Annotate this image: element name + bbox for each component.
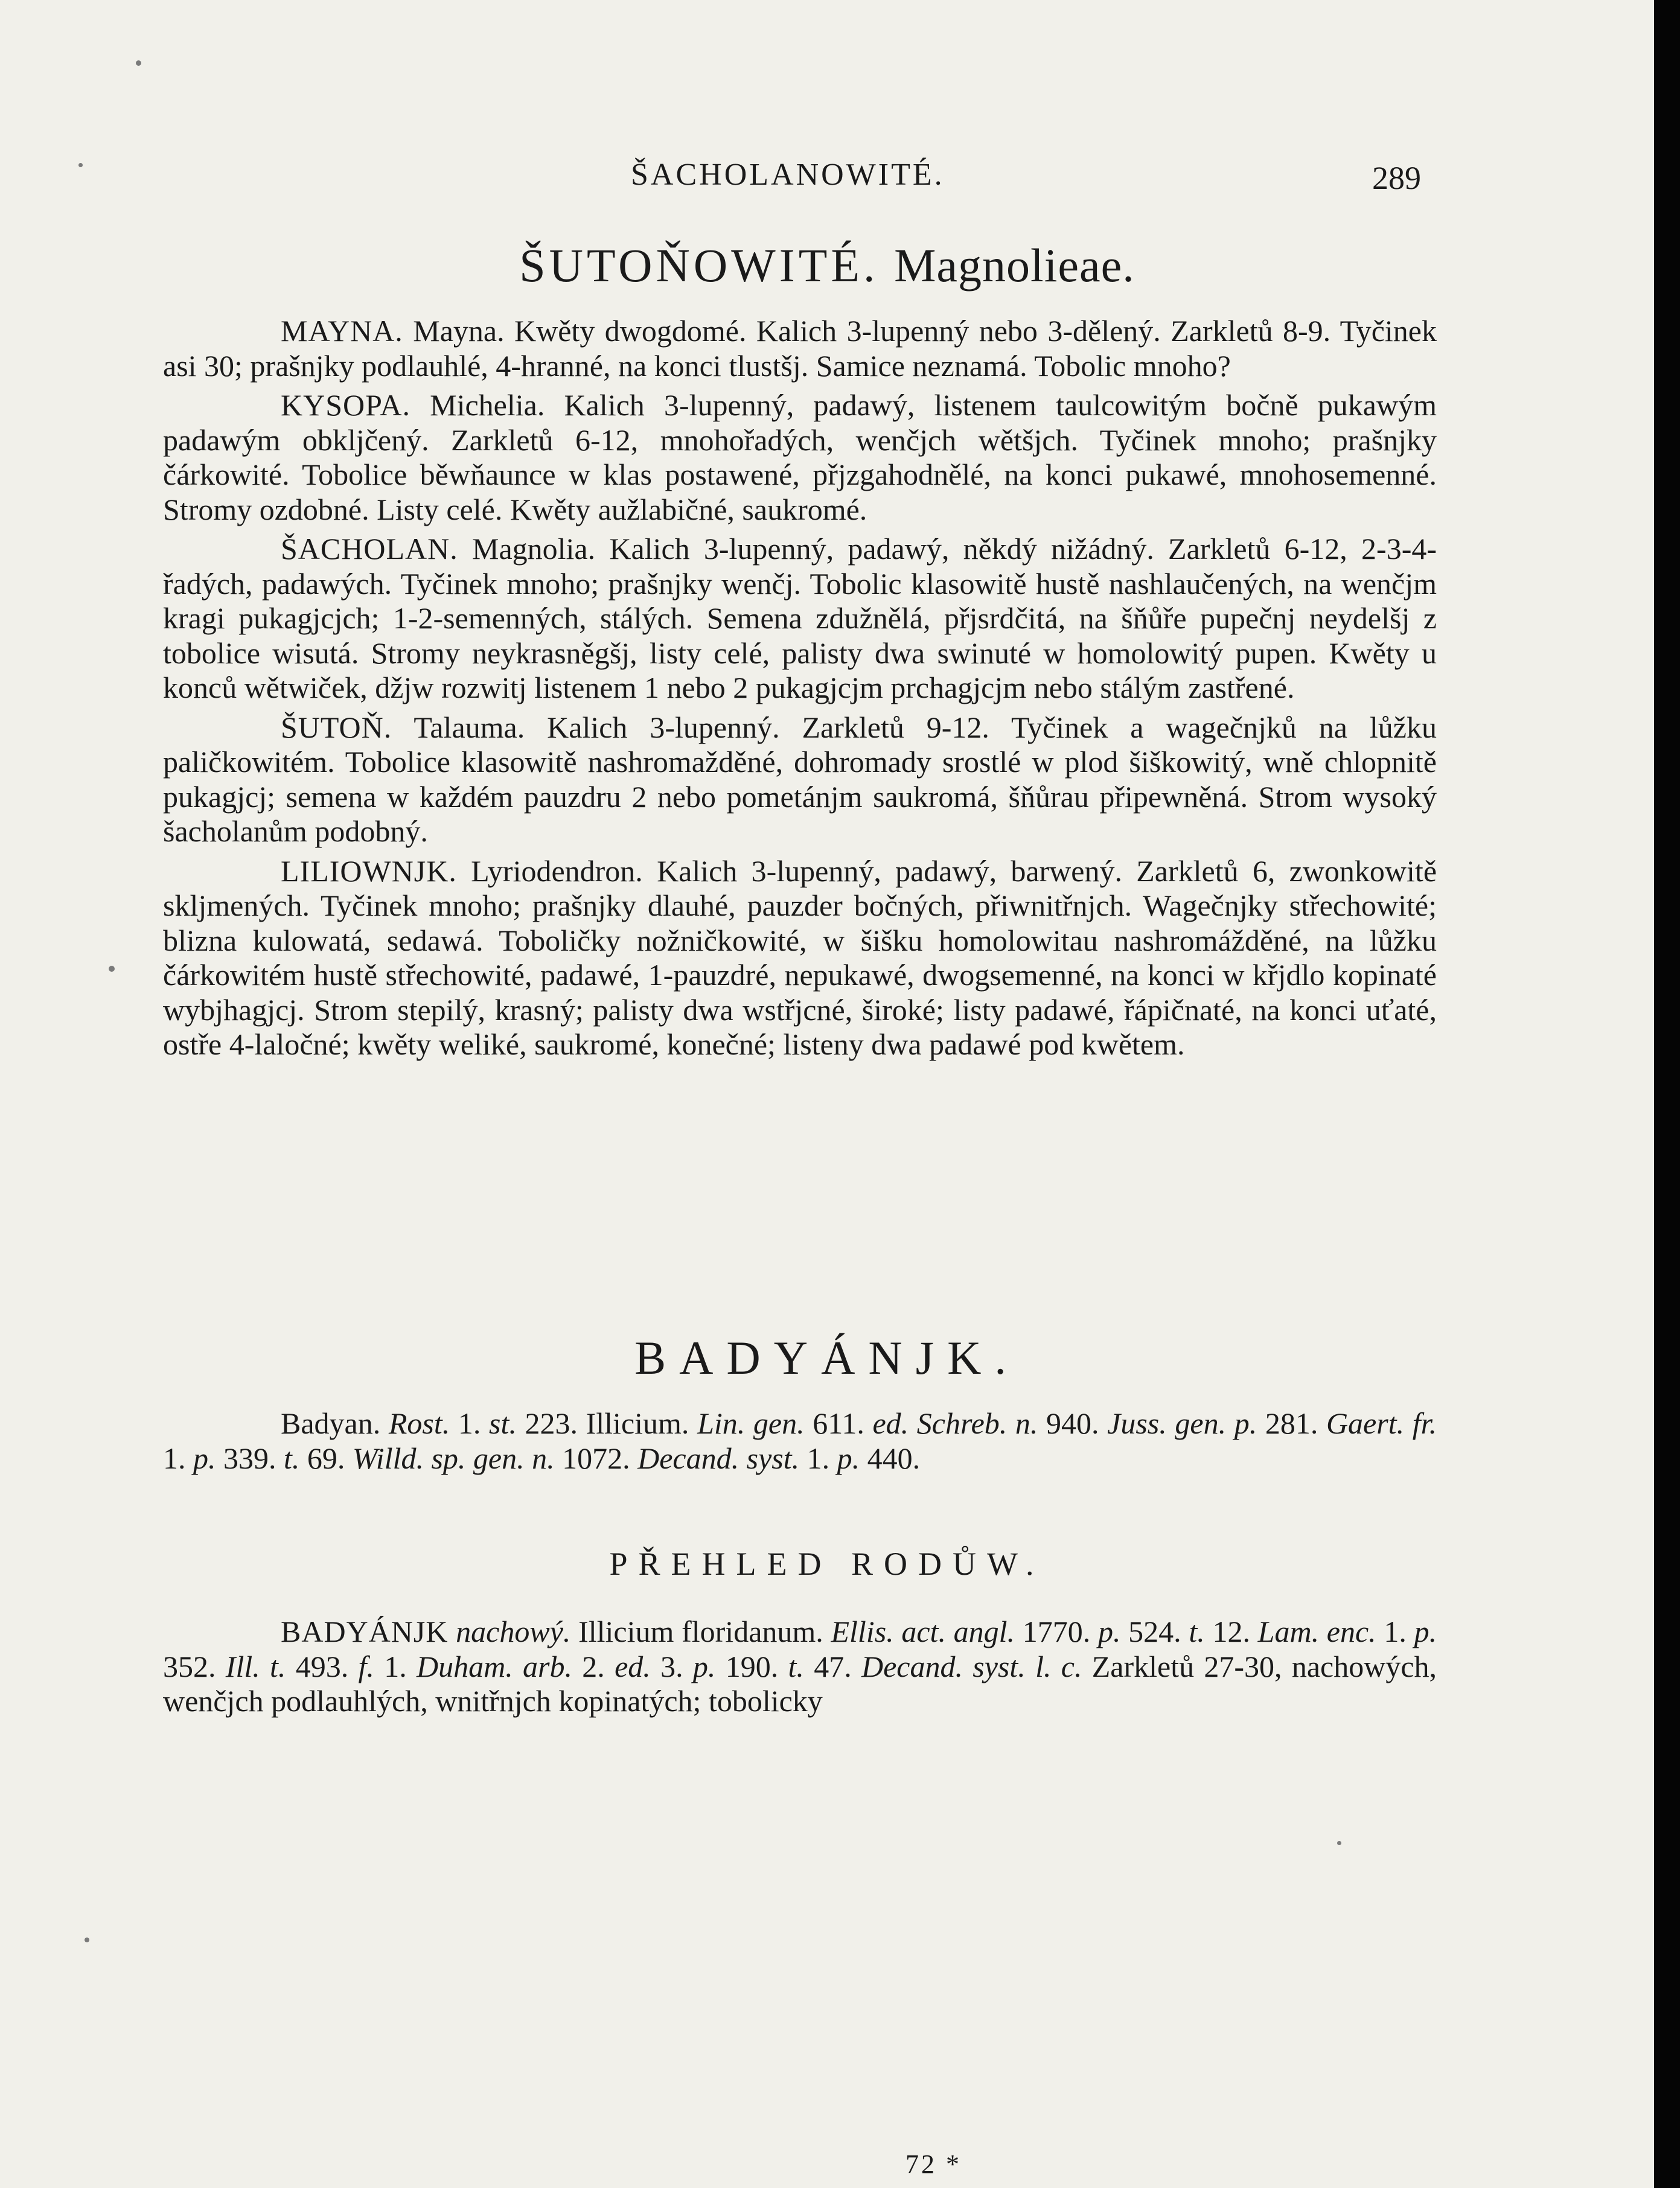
citation-fragment: p. — [1097, 1615, 1121, 1648]
citation-fragment: Ill. t. — [225, 1649, 286, 1683]
genus-name: MAYNA. — [281, 314, 403, 348]
citation-fragment: 1072. — [562, 1441, 630, 1475]
section-heading-sutonowite — [0, 238, 1654, 293]
citation-fragment: st. — [489, 1406, 517, 1440]
genus-name: KYSOPA. — [281, 388, 410, 422]
citation-fragment: Ellis. act. angl. — [831, 1615, 1015, 1648]
citation-fragment: 1. — [384, 1649, 407, 1683]
scan-speck — [1337, 1841, 1341, 1845]
citation-fragment: p. — [692, 1649, 716, 1683]
citation-fragment: 1770. — [1022, 1615, 1091, 1648]
citation-fragment: Willd. sp. gen. n. — [352, 1441, 555, 1475]
citation-fragment: t. — [788, 1649, 804, 1683]
scan-speck — [109, 966, 115, 972]
citation-fragment: nachowý. — [456, 1615, 571, 1648]
scan-border — [1654, 0, 1680, 2188]
citation-fragment: 339. — [223, 1441, 276, 1475]
citation-fragment: 524. — [1128, 1615, 1181, 1648]
scan-speck — [78, 163, 83, 167]
citation-fragment: 1. — [163, 1441, 186, 1475]
citation-fragment: 1. — [1384, 1615, 1407, 1648]
genus-entry — [163, 532, 1437, 706]
citation-fragment: 940. — [1046, 1406, 1099, 1440]
overview-entry — [163, 1615, 1437, 1719]
citation-fragment: 69. — [307, 1441, 345, 1475]
citation-fragment: Zarkletů 27-30, nachowých, wenčjch podlauhlých, wnitřnjch kopinatých; tobolicky — [163, 1649, 1437, 1718]
citation-fragment: 611. — [813, 1406, 864, 1440]
citation-fragment: 223. — [525, 1406, 578, 1440]
citation-fragment: t. — [284, 1441, 300, 1475]
citation-fragment: Decand. syst. — [637, 1441, 800, 1475]
citation-fragment: ed. — [615, 1649, 651, 1683]
citation-fragment: 190. — [725, 1649, 779, 1683]
genus-text: Talauma. Kalich 3-lupenný. Zarkletů 9-12. Tyčinek a wagečnjků na lůžku paličkowitém. Tobolice klasowitě nashromažděné, dohromady srostlé w plod šiškowitý, wně chlopnitě pukagjcj; semena w každém pauzdru 2 nebo pometánjm saukromá, šňůrau připewněná. Strom wysoký šacholanům podobný. — [163, 710, 1437, 848]
genera-overview-heading: PŘEHLED RODŮW. — [609, 1546, 1045, 1582]
citation-fragment: f. — [358, 1649, 374, 1683]
citation-fragment: p. — [193, 1441, 216, 1475]
genus-descriptions — [163, 314, 1437, 1062]
citation-fragment: 12. — [1212, 1615, 1250, 1648]
section-heading-badyanjk: BADYÁNJK. — [634, 1332, 1020, 1384]
citation-fragment: 1. — [458, 1406, 481, 1440]
scan-speck — [85, 1938, 89, 1942]
genus-name: ŠUTOŇ. — [281, 710, 392, 744]
genus-text: Michelia. Kalich 3-lupenný, padawý, listenem taulcowitým bočně pukawým padawým obkljčený. Zarkletů 6-12, mnohořadých, wenčjch wětšjch. Tyčinek mnoho; prašnjky čárkowité. Tobolice běwňaunce w klas postawené, přjzgahodnělé, na konci pukawé, mnohosemenné. Stromy ozdobné. Listy celé. Kwěty aužlabičné, saukromé. — [163, 388, 1437, 526]
running-head — [0, 151, 1654, 199]
citation-fragment: 3. — [660, 1649, 683, 1683]
running-title: ŠACHOLANOWITÉ. — [631, 158, 945, 192]
signature-mark: 72 * — [905, 2149, 962, 2179]
genus-text: Mayna. Kwěty dwogdomé. Kalich 3-lupenný nebo 3-dělený. Zarkletů 8-9. Tyčinek asi 30; prašnjky podlauhlé, 4-hranné, na konci tlustšj. Samice neznamá. Tobolic mnoho? — [163, 314, 1437, 383]
citation-fragment: Lin. gen. — [697, 1406, 805, 1440]
citation-fragment: 352. — [163, 1649, 216, 1683]
synonymy-block — [163, 1406, 1437, 1476]
genus-name: LILIOWNJK. — [281, 853, 457, 888]
citation-fragment: 493. — [295, 1649, 349, 1683]
synonymy-text — [163, 1406, 1437, 1476]
citation-fragment: Gaert. fr. — [1326, 1406, 1437, 1440]
genus-entry — [163, 854, 1437, 1062]
genus-text: Magnolia. Kalich 3-lupenný, padawý, někdý nižádný. Zarkletů 6-12, 2-3-4-řadých, padawých. Tyčinek mnoho; prašnjky wenčj. Tobolic klasowitě hustě nashlaučených, na wenčjm kragi pukagjcjch; 1-2-semenných, stálých. Semena zdužnělá, přjsrdčitá, na šňůře pupečnj neydelšj z tobolice wisutá. Stromy neykrasněgšj, listy celé, palisty dwa swinuté w homolowitý pupen. Kwěty u konců wětwiček, džjw rozwitj listenem 1 nebo 2 pukagjcjm prchagjcjm nebo stálým zastřené. — [163, 532, 1437, 704]
citation-fragment: 1. — [806, 1441, 830, 1475]
citation-fragment: Illicium floridanum. — [578, 1615, 823, 1648]
citation-fragment: Lam. enc. — [1257, 1615, 1376, 1648]
page-number: 289 — [1372, 160, 1421, 196]
citation-fragment: p. — [1414, 1615, 1437, 1648]
genus-text: Lyriodendron. Kalich 3-lupenný, padawý, barwený. Zarkletů 6, zwonkowitě skljmených. Tyčinek mnoho; prašnjky dlauhé, pauzder bočných, přiwnitřnjch. Wagečnjky střechowité; blizna kulowatá, sedawá. Toboličky nožničkowité, w šišku homolowitau nashromážděné, na lůžku čárkowitém hustě střechowité, padawé, 1-pauzdré, nepukawé, dwogsemenné, na konci w křjdlo kopinaté wybjhagjcj. Strom stepilý, krasný; palisty dwa wstřjcné, široké; listy padawé, řápičnaté, na konci uťaté, ostře 4-laločné; kwěty weliké, saukromé, konečné; listeny dwa padawé pod kwětem. — [163, 853, 1437, 1061]
citation-fragment: Badyan. — [281, 1406, 381, 1440]
section-heading-text: ŠUTOŇOWITÉ. — [519, 239, 879, 292]
genus-entry — [163, 314, 1437, 383]
citation-fragment: ed. Schreb. n. — [872, 1406, 1038, 1440]
section-heading-latin: Magnolieae. — [894, 239, 1135, 292]
citation-fragment: Decand. syst. l. c. — [861, 1649, 1082, 1683]
genus-entry — [163, 710, 1437, 849]
citation-fragment: 2. — [582, 1649, 605, 1683]
citation-fragment: Illicium. — [586, 1406, 689, 1440]
citation-fragment: Juss. gen. p. — [1107, 1406, 1257, 1440]
overview-block — [163, 1615, 1437, 1719]
citation-fragment: 440. — [867, 1441, 921, 1475]
citation-fragment: Duham. arb. — [417, 1649, 572, 1683]
genus-name: ŠACHOLAN. — [281, 532, 458, 566]
citation-fragment: p. — [837, 1441, 860, 1475]
genus-entry — [163, 388, 1437, 527]
citation-fragment: BADYÁNJK — [281, 1615, 449, 1648]
scan-speck — [136, 60, 141, 66]
citation-fragment: 281. — [1265, 1406, 1318, 1440]
citation-fragment: Rost. — [388, 1406, 450, 1440]
citation-fragment: 47. — [814, 1649, 852, 1683]
citation-fragment: t. — [1189, 1615, 1205, 1648]
